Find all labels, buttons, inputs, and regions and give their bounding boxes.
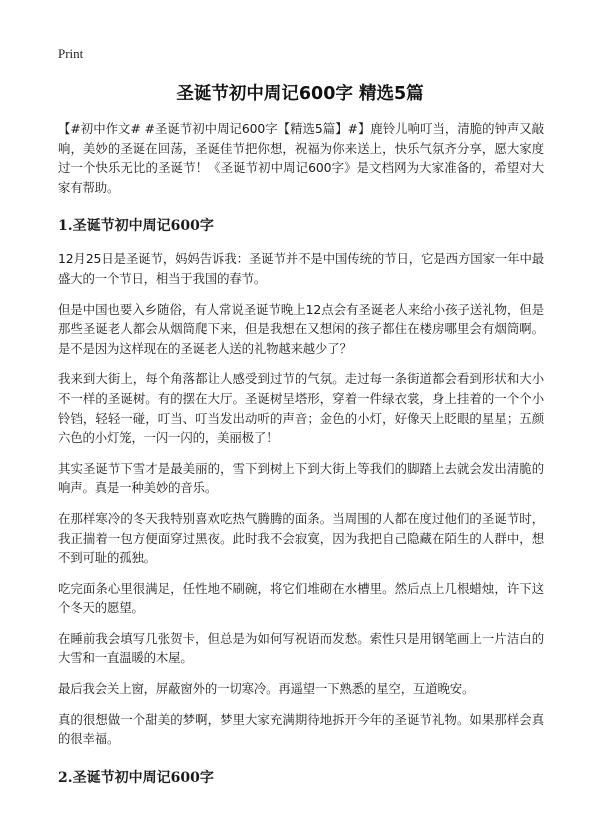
paragraph: 在那样寒冷的冬天我特别喜欢吃热气腾腾的面条。当周围的人都在度过他们的圣诞节时，我正揣着一包方便面穿过黑夜。此时我不会寂寞，因为我把自己隐藏在陌生的人群中，想不到可耻的孤独。 [58,510,544,566]
paragraph: 我来到大街上，每个角落都让人感受到过节的气氛。走过每一条街道都会看到形状和大小不一样的圣诞树。有的摆在大厅。圣诞树呈塔形，穿着一件绿衣裳，身上挂着的一个个小铃铛，轻轻一碰，叮当、叮当发出动听的声音；金色的小灯，好像天上眨眼的星星；五颜六色的小灯笼，一闪一闪的，美丽极了！ [58,371,544,446]
paragraph: 真的很想做一个甜美的梦啊，梦里大家充满期待地拆开今年的圣诞节礼物。如果那样会真的很幸福。 [58,711,544,747]
print-link[interactable]: Print [58,46,84,61]
paragraph: 最后我会关上窗，屏蔽窗外的一切寒冷。再遥望一下熟悉的星空，互道晚安。 [58,681,475,697]
paragraph: 在睡前我会填写几张贺卡，但总是为如何写祝语而发愁。索性只是用钢笔画上一片洁白的大雪和一直温暖的木屋。 [58,630,544,666]
section-heading-2: 2.圣诞节初中周记600字 [58,769,214,786]
paragraph: 吃完面条心里很满足，任性地不刷碗，将它们堆砌在水槽里。然后点上几根蜡烛，许下这个冬天的愿望。 [58,580,544,616]
paragraph: 其实圣诞节下雪才是最美丽的，雪下到树上下到大街上等我们的脚踏上去就会发出清脆的响声。真是一种美妙的音乐。 [58,460,544,496]
paragraph: 12月25日是圣诞节，妈妈告诉我：圣诞节并不是中国传统的节日，它是西方国家一年中最盛大的一个节日，相当于我国的春节。 [58,251,544,286]
section-heading-1: 1.圣诞节初中周记600字 [58,218,214,235]
intro-paragraph: 【#初中作文# #圣诞节初中周记600字【精选5篇】#】鹿铃儿响叮当，清脆的钟声又敲响，美妙的圣诞在回荡，圣诞佳节把你想，祝福为你来送上，快乐气氛齐分享，愿大家度过一个快乐无比的圣诞节！《圣诞节初中周记600字》是文档网为大家准备的，希望对大家有帮助。 [58,121,544,195]
page-title: 圣诞节初中周记600字 精选5篇 [176,84,424,104]
paragraph: 但是中国也要入乡随俗，有人常说圣诞节晚上12点会有圣诞老人来给小孩子送礼物，但是那些圣诞老人都会从烟筒爬下来，但是我想在又想闲的孩子都住在楼房哪里会有烟筒啊。是不是因为这样现在的圣诞老人送的礼物越来越少了？ [58,301,544,356]
article-body [58,119,544,801]
